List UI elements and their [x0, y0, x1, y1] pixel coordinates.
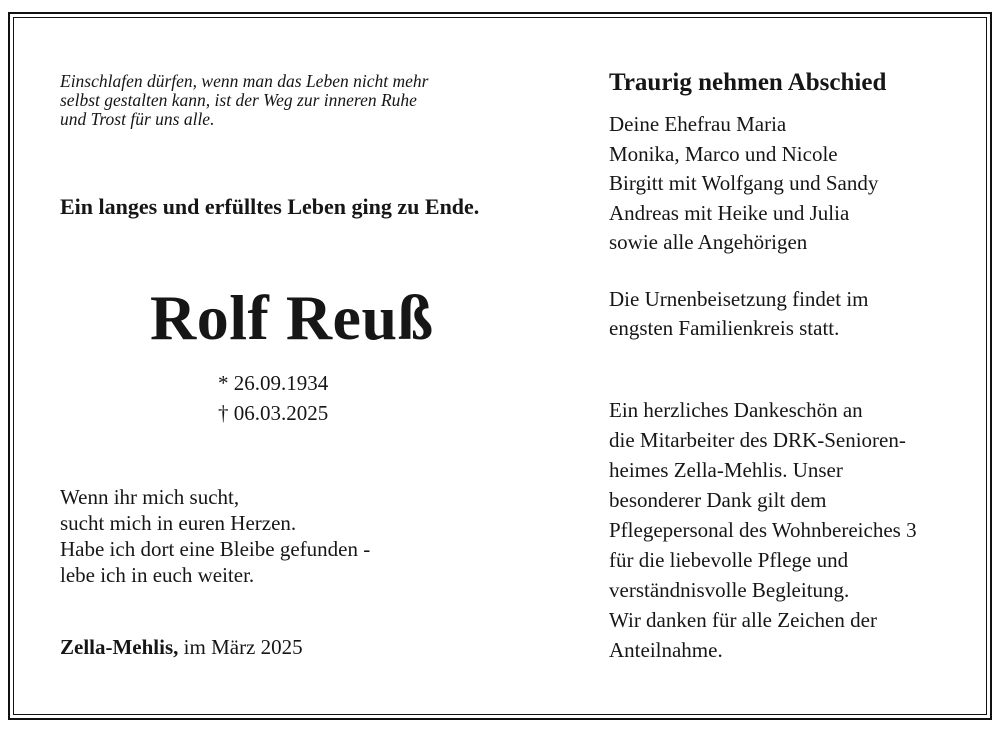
thanks-line: Ein herzliches Dankeschön an: [609, 398, 863, 422]
mourner: Andreas mit Heike und Julia: [609, 200, 850, 225]
thanks-line: Wir danken für alle Zeichen der: [609, 608, 877, 632]
mourners-title: Traurig nehmen Abschied: [609, 69, 887, 96]
motto-line: und Trost für uns alle.: [60, 109, 215, 129]
poem-line: Wenn ihr mich sucht,: [60, 485, 240, 509]
mourner: Monika, Marco und Nicole: [609, 141, 838, 166]
poem-line: sucht mich in euren Herzen.: [60, 511, 297, 535]
headline: Ein langes und erfülltes Leben ging zu Ende.: [60, 194, 480, 219]
thanks-line: die Mitarbeiter des DRK-Senioren-: [609, 428, 906, 452]
life-dates: [218, 368, 418, 428]
burial-line: engsten Familienkreis statt.: [609, 316, 840, 340]
death-date: † 06.03.2025: [218, 401, 329, 425]
thanks-line: besonderer Dank gilt dem: [609, 488, 827, 512]
thanks-note: [609, 395, 979, 665]
deceased-name: Rolf Reuß: [150, 282, 434, 353]
date-text: im März 2025: [178, 635, 303, 659]
poem-line: Habe ich dort eine Bleibe gefunden -: [60, 537, 371, 561]
motto: [60, 72, 560, 129]
motto-line: selbst gestalten kann, ist der Weg zur inneren Ruhe: [60, 90, 417, 110]
mourner: Deine Ehefrau Maria: [609, 112, 787, 136]
burial-line: Die Urnenbeisetzung findet im: [609, 287, 869, 311]
motto-line: Einschlafen dürfen, wenn man das Leben nicht mehr: [60, 71, 429, 91]
birth-date: * 26.09.1934: [218, 371, 329, 395]
place: Zella-Mehlis,: [60, 635, 179, 659]
thanks-line: verständnisvolle Begleitung.: [609, 578, 850, 602]
place-date: [60, 634, 480, 660]
mourners-list: [609, 110, 969, 258]
thanks-line: Anteilnahme.: [609, 638, 723, 662]
poem: [60, 484, 480, 588]
burial-note: [609, 285, 969, 343]
thanks-line: heimes Zella-Mehlis. Unser: [609, 458, 843, 482]
mourner: sowie alle Angehörigen: [609, 230, 808, 254]
poem-line: lebe ich in euch weiter.: [60, 563, 255, 587]
mourner: Birgitt mit Wolfgang und Sandy: [609, 171, 879, 195]
thanks-line: Pflegepersonal des Wohnbereiches 3: [609, 518, 917, 542]
thanks-line: für die liebevolle Pflege und: [609, 548, 849, 572]
